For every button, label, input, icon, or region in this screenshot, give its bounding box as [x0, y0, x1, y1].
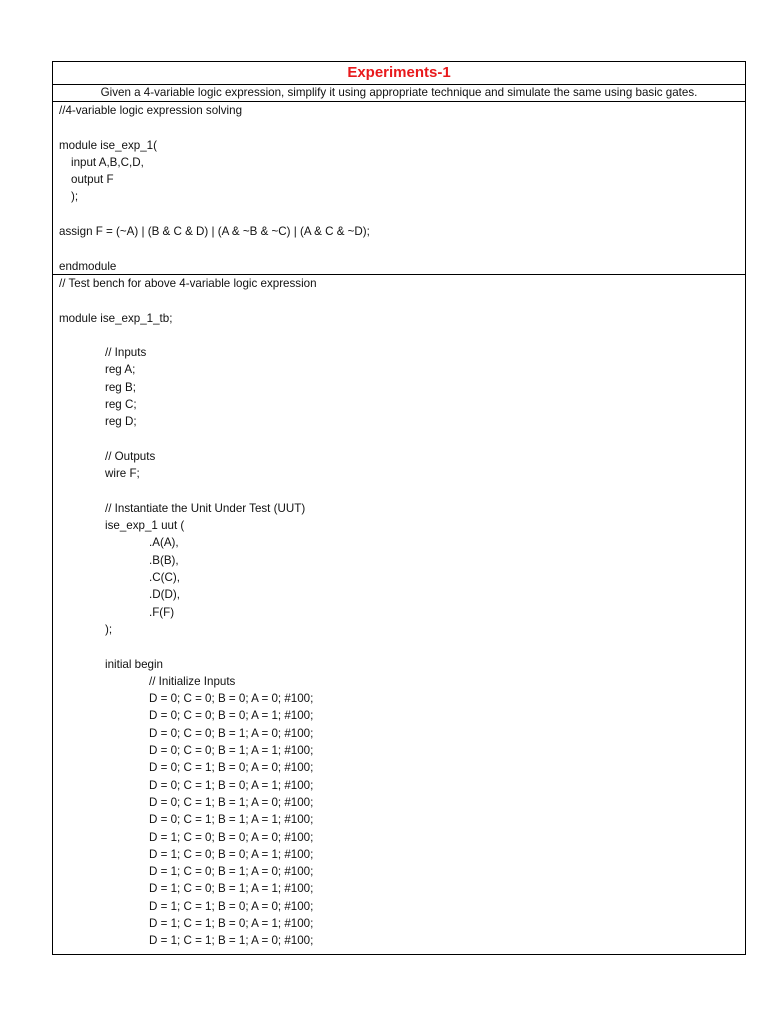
- testbench-code-line: [59, 292, 745, 309]
- testbench-code-line: D = 0; C = 1; B = 0; A = 1; #100;: [149, 778, 314, 792]
- testbench-code-line: D = 1; C = 1; B = 0; A = 0; #100;: [149, 899, 314, 913]
- testbench-code-line: reg B;: [105, 380, 136, 394]
- testbench-code-line: .A(A),: [149, 536, 179, 550]
- testbench-code-line: reg C;: [105, 398, 137, 412]
- testbench-code-line: D = 1; C = 0; B = 1; A = 1; #100;: [149, 882, 314, 896]
- testbench-code-line: D = 0; C = 1; B = 1; A = 1; #100;: [149, 813, 314, 827]
- testbench-code-line: [59, 638, 745, 655]
- module-code-line: input A,B,C,D,: [71, 155, 144, 169]
- testbench-code-line: D = 1; C = 0; B = 0; A = 0; #100;: [149, 830, 314, 844]
- testbench-code-line: reg D;: [105, 415, 137, 429]
- experiment-title: Experiments-1: [53, 62, 745, 85]
- testbench-code-line: // Test bench for above 4-variable logic expression: [59, 277, 317, 290]
- testbench-code-line: );: [105, 622, 113, 636]
- testbench-code-line: .B(B),: [149, 553, 179, 567]
- testbench-code-line: .C(C),: [149, 571, 180, 585]
- testbench-code-line: // Instantiate the Unit Under Test (UUT): [105, 501, 306, 515]
- testbench-code-line: D = 0; C = 0; B = 1; A = 0; #100;: [149, 726, 314, 740]
- module-code-line: module ise_exp_1(: [59, 138, 157, 152]
- testbench-code-line: D = 0; C = 0; B = 0; A = 0; #100;: [149, 692, 314, 706]
- testbench-code-line: .D(D),: [149, 588, 180, 602]
- module-code-line: endmodule: [59, 259, 117, 273]
- module-code-line: );: [71, 190, 79, 204]
- testbench-code-line: D = 0; C = 0; B = 0; A = 1; #100;: [149, 709, 314, 723]
- testbench-code-line: // Initialize Inputs: [149, 674, 236, 688]
- testbench-code-line: wire F;: [105, 467, 140, 481]
- testbench-code-line: D = 0; C = 0; B = 1; A = 1; #100;: [149, 744, 314, 758]
- experiment-description: Given a 4-variable logic expression, simplify it using appropriate technique and simulate the same using basic gates.: [53, 85, 745, 102]
- testbench-code-line: .F(F): [149, 605, 175, 619]
- testbench-code-line: D = 1; C = 0; B = 0; A = 1; #100;: [149, 847, 314, 861]
- testbench-code-line: reg A;: [105, 363, 136, 377]
- module-code-block: [53, 102, 745, 275]
- testbench-code-line: D = 0; C = 1; B = 0; A = 0; #100;: [149, 761, 314, 775]
- testbench-code-line: ise_exp_1 uut (: [105, 519, 185, 533]
- module-code-line: //4-variable logic expression solving: [59, 104, 243, 117]
- module-code-line: output F: [71, 173, 114, 187]
- testbench-code-line: // Inputs: [105, 346, 147, 360]
- testbench-code-line: D = 0; C = 1; B = 1; A = 0; #100;: [149, 795, 314, 809]
- testbench-code-line: initial begin: [105, 657, 164, 671]
- testbench-code-line: // Outputs: [105, 449, 156, 463]
- testbench-code-block: [53, 275, 745, 954]
- testbench-code-line: D = 1; C = 0; B = 1; A = 0; #100;: [149, 865, 314, 879]
- module-code-line: [59, 240, 745, 257]
- module-code-line: [59, 206, 745, 223]
- testbench-code-line: module ise_exp_1_tb;: [59, 311, 173, 325]
- testbench-code-line: [59, 327, 745, 344]
- testbench-code-line: D = 1; C = 1; B = 1; A = 0; #100;: [149, 934, 314, 948]
- module-code-line: [59, 119, 745, 136]
- module-code-line: assign F = (~A) | (B & C & D) | (A & ~B & ~C) | (A & C & ~D);: [59, 225, 370, 239]
- testbench-code-line: [59, 431, 745, 448]
- experiment-sheet: [52, 61, 746, 955]
- testbench-code-line: [59, 483, 745, 500]
- testbench-code-line: D = 1; C = 1; B = 0; A = 1; #100;: [149, 916, 314, 930]
